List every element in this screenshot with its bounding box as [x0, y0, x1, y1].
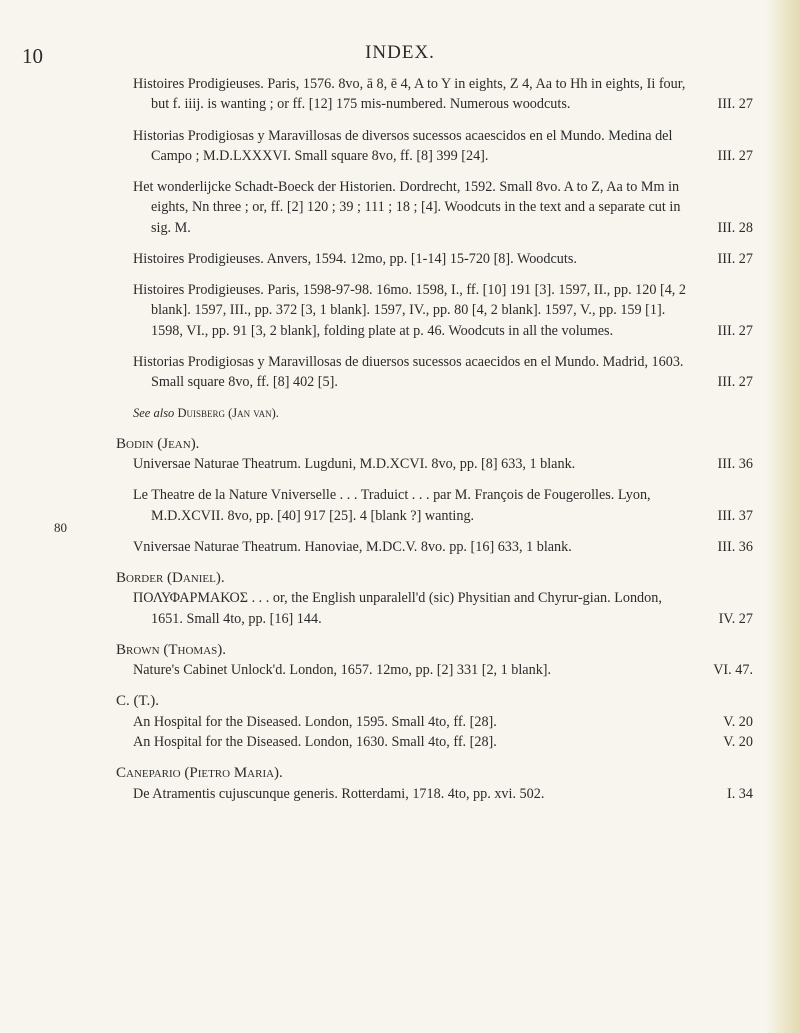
- volume-reference: I. 34: [726, 785, 753, 802]
- entry-text: Histoires Prodigieuses. Paris, 1576. 8vo, ā 8, ē 4, A to Y in eights, Z 4, Aa to Hh in eights, Ii four, but f. iiij. is wanting ; or ff. [12] 175 mis-numbered. Numerous woodcuts.: [133, 76, 686, 113]
- author-heading: C. (T.).: [116, 693, 160, 710]
- index-entry: [133, 177, 753, 238]
- page-edge-shading: [766, 0, 800, 1033]
- entry-text: De Atramentis cujuscunque generis. Rotterdami, 1718. 4to, pp. xvi. 502.: [133, 785, 545, 802]
- index-entry: [133, 537, 753, 557]
- volume-reference: III. 27: [717, 250, 753, 267]
- volume-reference: III. 27: [717, 96, 753, 113]
- index-entry: [133, 784, 753, 804]
- index-entry: [133, 732, 753, 752]
- entry-text: Universae Naturae Theatrum. Lugduni, M.D.XCVI. 8vo, pp. [8] 633, 1 blank.: [133, 456, 576, 473]
- index-entry: [133, 454, 753, 474]
- entry-text: Historias Prodigiosas y Maravillosas de diversos sucessos acaescidos en el Mundo. Medina del Campo ; M.D.LXXXVI. Small square 8vo, ff. [8] 399 [24].: [133, 127, 673, 164]
- entry-text: Vniversae Naturae Theatrum. Hanoviae, M.DC.V. 8vo. pp. [16] 633, 1 blank.: [133, 538, 572, 555]
- volume-reference: III. 36: [717, 456, 753, 473]
- volume-reference: III. 36: [717, 538, 753, 555]
- volume-reference: IV. 27: [718, 610, 753, 627]
- entry-text: Le Theatre de la Nature Vniverselle . . . Traduict . . . par M. François de Fougerolles. Lyon, M.D.XCVII. 8vo, pp. [40] 917 [25]. 4 [blank ?] wanting.: [133, 487, 651, 524]
- see-also-prefix: See also: [133, 406, 175, 421]
- see-also-reference: [133, 403, 753, 423]
- entry-text: ΠΟΛΥΦΑΡΜΑΚΟΣ . . . or, the English unparalell'd (sic) Physitian and Chyrur-gian. London, 1651. Small 4to, pp. [16] 144.: [133, 590, 662, 627]
- index-entry: [133, 588, 753, 629]
- index-entry: [133, 249, 753, 269]
- volume-reference: III. 27: [717, 374, 753, 391]
- volume-reference: III. 27: [717, 147, 753, 164]
- index-entry: [133, 712, 753, 732]
- page-number: 10: [22, 44, 43, 68]
- volume-reference: VI. 47.: [713, 662, 753, 679]
- author-heading: Canepario (Pietro Maria).: [116, 765, 283, 782]
- index-entry: [133, 126, 753, 167]
- index-entry: [133, 280, 753, 341]
- author-heading: Brown (Thomas).: [116, 641, 226, 658]
- entry-text: Histoires Prodigieuses. Anvers, 1594. 12mo, pp. [1-14] 15-720 [8]. Woodcuts.: [133, 250, 577, 267]
- entry-text: Histoires Prodigieuses. Paris, 1598-97-98. 16mo. 1598, I., ff. [10] 191 [3]. 1597, II., pp. 120 [4, 2 blank]. 1597, III., pp. 372 [3, 1 blank]. 1597, IV., pp. 80 [4, 2 blank]. 1597, V., pp. 159 [1]. 1598, VI., pp. 91 [3, 2 blank], folding plate at p. 46. Woodcuts in all the volumes.: [133, 282, 686, 339]
- volume-reference: V. 20: [723, 713, 753, 730]
- author-heading: Bodin (Jean).: [116, 435, 200, 452]
- running-head: INDEX.: [365, 42, 435, 63]
- volume-reference: III. 27: [717, 322, 753, 339]
- see-also-name: Duisberg (Jan van).: [177, 406, 279, 421]
- entry-text: Nature's Cabinet Unlock'd. London, 1657. 12mo, pp. [2] 331 [2, 1 blank].: [133, 662, 552, 679]
- margin-line-number: 80: [54, 520, 67, 535]
- author-heading: Border (Daniel).: [116, 569, 225, 586]
- entry-text: Historias Prodigiosas y Maravillosas de diuersos sucessos acaecidos en el Mundo. Madrid, 1603. Small square 8vo, ff. [8] 402 [5].: [133, 353, 684, 391]
- index-entry: [133, 660, 753, 680]
- index-entry: [133, 485, 753, 526]
- volume-reference: V. 20: [723, 734, 753, 751]
- entry-text: An Hospital for the Diseased. London, 1630. Small 4to, ff. [28].: [133, 734, 497, 751]
- entry-text: Het wonderlijcke Schadt-Boeck der Historien. Dordrecht, 1592. Small 8vo. A to Z, Aa to Mm in eights, Nn three ; or, ff. [2] 120 ; 39 ; 111 ; 18 ; [4]. Woodcuts in the text and a separate cut in sig. M.: [133, 179, 681, 236]
- entry-text: An Hospital for the Diseased. London, 1595. Small 4to, ff. [28].: [133, 713, 497, 730]
- index-entry: [133, 74, 753, 115]
- index-entry: [133, 352, 753, 393]
- index-content: [116, 74, 753, 815]
- volume-reference: III. 37: [717, 507, 753, 524]
- volume-reference: III. 28: [717, 219, 753, 236]
